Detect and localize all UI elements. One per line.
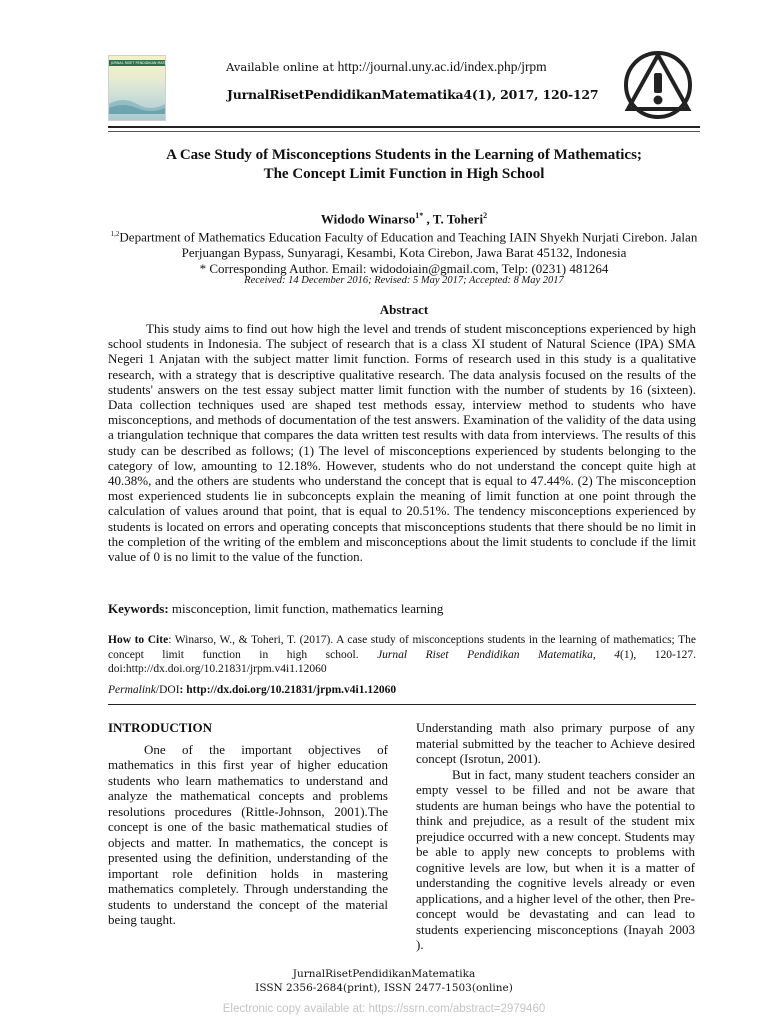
author-separator: , [423,211,433,227]
received-dates: Received: 14 December 2016; Revised: 5 May 2017; Accepted: 8 May 2017 [244,275,564,286]
permalink-doi [108,684,700,696]
page-footer [0,967,768,995]
body-divider [108,704,696,705]
author-list [108,211,700,227]
availability-line [226,59,547,75]
introduction-heading: INTRODUCTION [108,720,213,735]
warning-triangle-logo-icon [618,51,698,119]
affiliation: Department of Mathematics Education Faculty of Education and Teaching IAIN Shyekh Nurjati Cirebon. Jalan Perjuangan Bypass, Sunyaragi, Kesambi, Kota Cirebon, Jawa Barat 45132, Indonesia [119,229,698,261]
author-1-sup: 1* [415,211,424,220]
author-2: T. Toheri [432,211,484,227]
journal-cover-image [108,55,180,121]
intro-paragraph-3: But in fact, many student teachers consider an empty vessel to be filled and not be aware that students are human beings who have the potential to think and prejudice, as a result of the student mix prejudice occurred with a new concept. Students may be able to apply new concepts to problems with cognitive levels are low, but when it is a matter of understanding the cognitive levels already or even applications, and a higher level of the other, then Pre-concept would be devastating and can lead to students experiencing misconceptions (Inayah 2003 ). [416,766,695,952]
header-rule-thin [108,131,700,132]
affiliation-block [108,226,700,277]
keywords-list: misconception, limit function, mathematics learning [168,601,444,616]
cite-label: How to Cite [108,634,169,646]
cite-text-post: (1), 120-127. doi:http://dx.doi.org/10.21831/jrpm.v4i1.12060 [108,648,696,675]
paper-title [108,146,700,184]
doi-label: /DOI [155,684,180,696]
title-line-1: A Case Study of Misconceptions Students in the Learning of Mathematics; [166,147,642,163]
intro-paragraph-1: One of the important objectives of mathematics in this first year of higher education students who learn mathematics to understand and analyze the mathematical concepts and problems resolutions procedures (Rittle-Johnson, 2001).The concept is one of the basic mathematical studies of objects and matter. In mathematics, the concept is presented using the definition, understanding of the important role definition holds in mastering mathematics completely. Through understanding the students to understand the concept of the material being taught. [108,741,388,927]
right-column [416,720,695,953]
intro-paragraph-2: Understanding math also primary purpose of any material submitted by the teacher to Achieve desired concept (Isrotun, 2001). [416,720,695,766]
journal-citation-line: JurnalRisetPendidikanMatematika4(1), 2017, 120-127 [227,87,599,102]
keywords-label: Keywords: [108,601,169,616]
cite-text: : Winarso, W., & Toheri, T. (2017). A case study of misconceptions students in the learning of mathematics; The concept limit function in high school. [108,634,696,661]
ssrn-watermark: Electronic copy available at: https://ssrn.com/abstract=2979460 [222,1003,546,1015]
doi-link[interactable]: : http://dx.doi.org/10.21831/jrpm.v4i1.12060 [179,684,397,696]
corresponding-author: * Corresponding Author. Email: widodoiain@gmail.com, Telp: (0231) 481264 [199,261,609,277]
header-rule-thick [108,126,700,128]
cite-journal: Jurnal Riset Pendidikan Matematika, 4 [377,648,621,661]
permalink-label: Permalink [108,684,156,696]
cover-wave-graphic [109,94,165,114]
abstract-heading: Abstract [379,302,429,317]
affiliation-sup: 1,2 [110,230,120,238]
journal-url-link[interactable]: http://journal.uny.ac.id/index.php/jrpm [337,59,547,74]
journal-header [0,0,768,135]
author-1: Widodo Winarso [320,211,416,227]
footer-issn: ISSN 2356-2684(print), ISSN 2477-1503(online) [255,982,513,994]
cover-title: JURNAL RISET PENDIDIKAN MATEMATIKA [111,61,180,65]
footer-journal-name: JurnalRisetPendidikanMatematika [292,968,476,980]
title-line-2: The Concept Limit Function in High School [263,166,545,182]
how-to-cite [108,633,696,677]
left-column [108,720,388,928]
author-2-sup: 2 [483,211,488,220]
keywords [108,601,700,617]
abstract-body: This study aims to find out how high the level and trends of student misconceptions experienced by high school students in Indonesia. The subject of research that is a class XI student of Natural Science (IPA) SMA Negeri 1 Anjatan with the subject matter limit function. Forms of research used in this study is a qualitative research, with a strategy that is descriptive qualitative research. The data analysis focused on the results of the students' answers on the test essay subject matter limit function with the number of students by 16 (sixteen). Data collection techniques used are shaped test methods essay, interview method to students who have misconceptions, and methods of documentation of the test answers. Examination of the validity of the data using a triangulation technique that compares the data written test results with data from interviews. The results of this study can be described as follows; (1) The level of misconceptions experienced by students belonging to the category of low, amounting to 12.18%. However, students who do not understand the concept quite high at 40.38%, and the others are students who understand the concept that is equal to 47.44%. (2) The misconception most experienced students lie in subconcepts explain the meaning of limit function at one point through the calculation of values around that point, that is equal to 20.51%. The tendency misconceptions experienced by students is located on errors and operating concepts that misconceptions students that there should be no limit in the completion of the writing of the emblem and misconceptions about the limit students to conclude if the limit value of 0 is no limit to the value of the function. [108,321,696,565]
available-prefix: Available online at [226,60,338,74]
